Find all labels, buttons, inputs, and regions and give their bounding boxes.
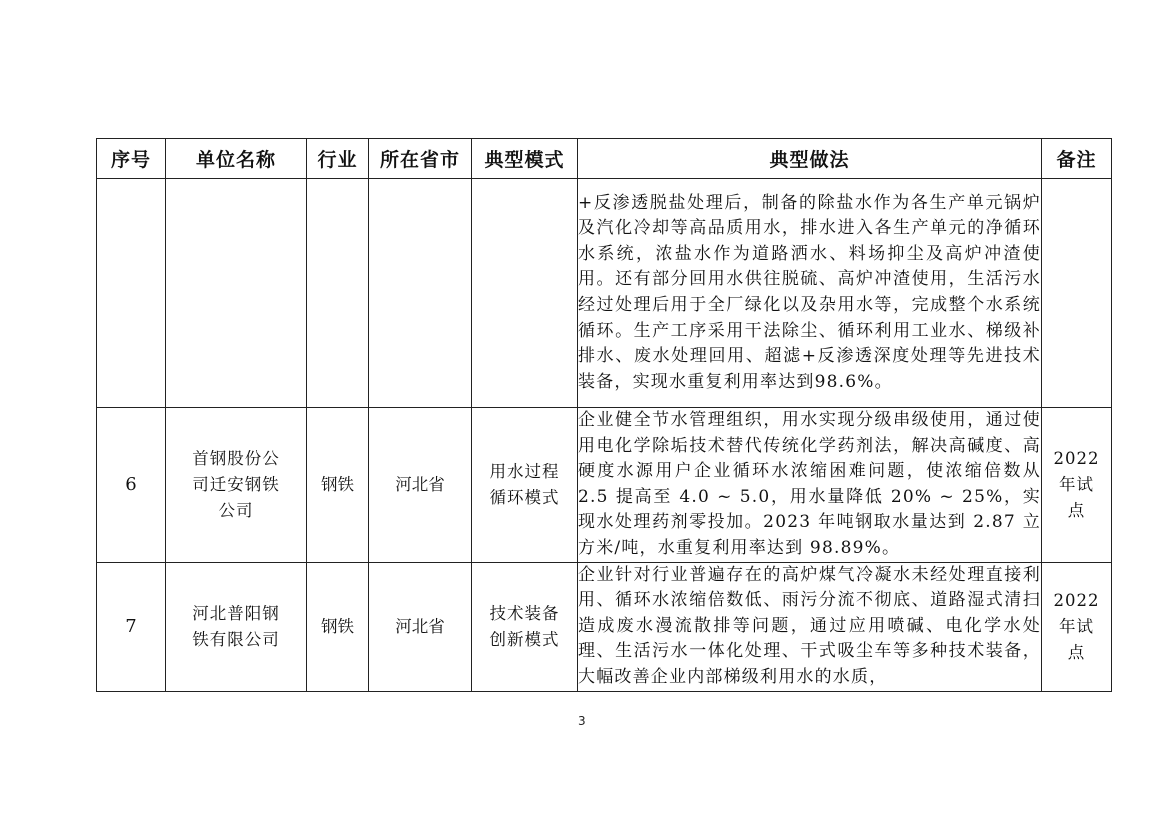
table-header-row bbox=[97, 139, 1112, 179]
row-note bbox=[1042, 408, 1112, 563]
row-province-text: 河北省 bbox=[395, 474, 445, 494]
row-index bbox=[97, 408, 166, 563]
row-method: 企业健全节水管理组织，用水实现分级串级使用，通过使用电化学除垢技术替代传统化学药剂法，解决高碱度、高硬度水源用户企业循环水浓缩困难问题，使浓缩倍数从 2.5 提高至 4.0 ~ 5.0，用水量降低 20% ~ 25%，实现水处理药剂零投加。2023 年吨钢取水量达到 2.87 立方米/吨，水重复利用率达到 98.89%。 bbox=[578, 408, 1042, 563]
row-industry-text: 钢铁 bbox=[321, 616, 354, 636]
table-row bbox=[97, 562, 1112, 691]
row-industry bbox=[307, 562, 369, 691]
table-row bbox=[97, 179, 1112, 408]
demonstration-enterprise-table bbox=[96, 138, 1112, 692]
header-company: 单位名称 bbox=[166, 139, 307, 179]
row-index bbox=[97, 562, 166, 691]
row-company-text: 首钢股份公司迁安钢铁公司 bbox=[192, 448, 280, 520]
row-company-text: 河北普阳钢铁有限公司 bbox=[192, 603, 280, 649]
row-province bbox=[369, 562, 472, 691]
row-note-text: 2022年试点 bbox=[1053, 448, 1100, 520]
row-industry bbox=[307, 179, 369, 408]
row-method: 企业针对行业普遍存在的高炉煤气冷凝水未经处理直接利用、循环水浓缩倍数低、雨污分流不彻底、道路湿式清扫造成废水漫流散排等问题，通过应用喷碱、电化学水处理、生活污水一体化处理、干式吸尘车等多种技术装备，大幅改善企业内部梯级利用水的水质， bbox=[578, 562, 1042, 691]
row-index-text: 6 bbox=[125, 473, 137, 495]
row-mode bbox=[472, 562, 578, 691]
row-province-text: 河北省 bbox=[395, 616, 445, 636]
table-row bbox=[97, 408, 1112, 563]
row-mode bbox=[472, 408, 578, 563]
header-method: 典型做法 bbox=[578, 139, 1042, 179]
row-industry-text: 钢铁 bbox=[321, 474, 354, 494]
row-company bbox=[166, 408, 307, 563]
row-industry bbox=[307, 408, 369, 563]
row-province bbox=[369, 179, 472, 408]
header-note: 备注 bbox=[1042, 139, 1112, 179]
header-province: 所在省市 bbox=[369, 139, 472, 179]
header-industry: 行业 bbox=[307, 139, 369, 179]
row-mode-text: 技术装备创新模式 bbox=[489, 603, 560, 649]
row-note bbox=[1042, 179, 1112, 408]
row-company bbox=[166, 562, 307, 691]
row-mode-text: 用水过程循环模式 bbox=[489, 461, 560, 507]
page-number: 3 bbox=[578, 714, 586, 728]
header-index: 序号 bbox=[97, 139, 166, 179]
row-company bbox=[166, 179, 307, 408]
row-note-text: 2022年试点 bbox=[1053, 590, 1100, 662]
header-mode: 典型模式 bbox=[472, 139, 578, 179]
row-method: +反渗透脱盐处理后，制备的除盐水作为各生产单元锅炉及汽化冷却等高品质用水，排水进入各生产单元的净循环水系统，浓盐水作为道路洒水、料场抑尘及高炉冲渣使用。还有部分回用水供往脱硫、高炉冲渣使用，生活污水经过处理后用于全厂绿化以及杂用水等，完成整个水系统循环。生产工序采用干法除尘、循环利用工业水、梯级补排水、废水处理回用、超滤+反渗透深度处理等先进技术装备，实现水重复利用率达到98.6%。 bbox=[578, 179, 1042, 408]
row-mode bbox=[472, 179, 578, 408]
row-index-text: 7 bbox=[125, 615, 137, 637]
row-index bbox=[97, 179, 166, 408]
row-note bbox=[1042, 562, 1112, 691]
row-province bbox=[369, 408, 472, 563]
